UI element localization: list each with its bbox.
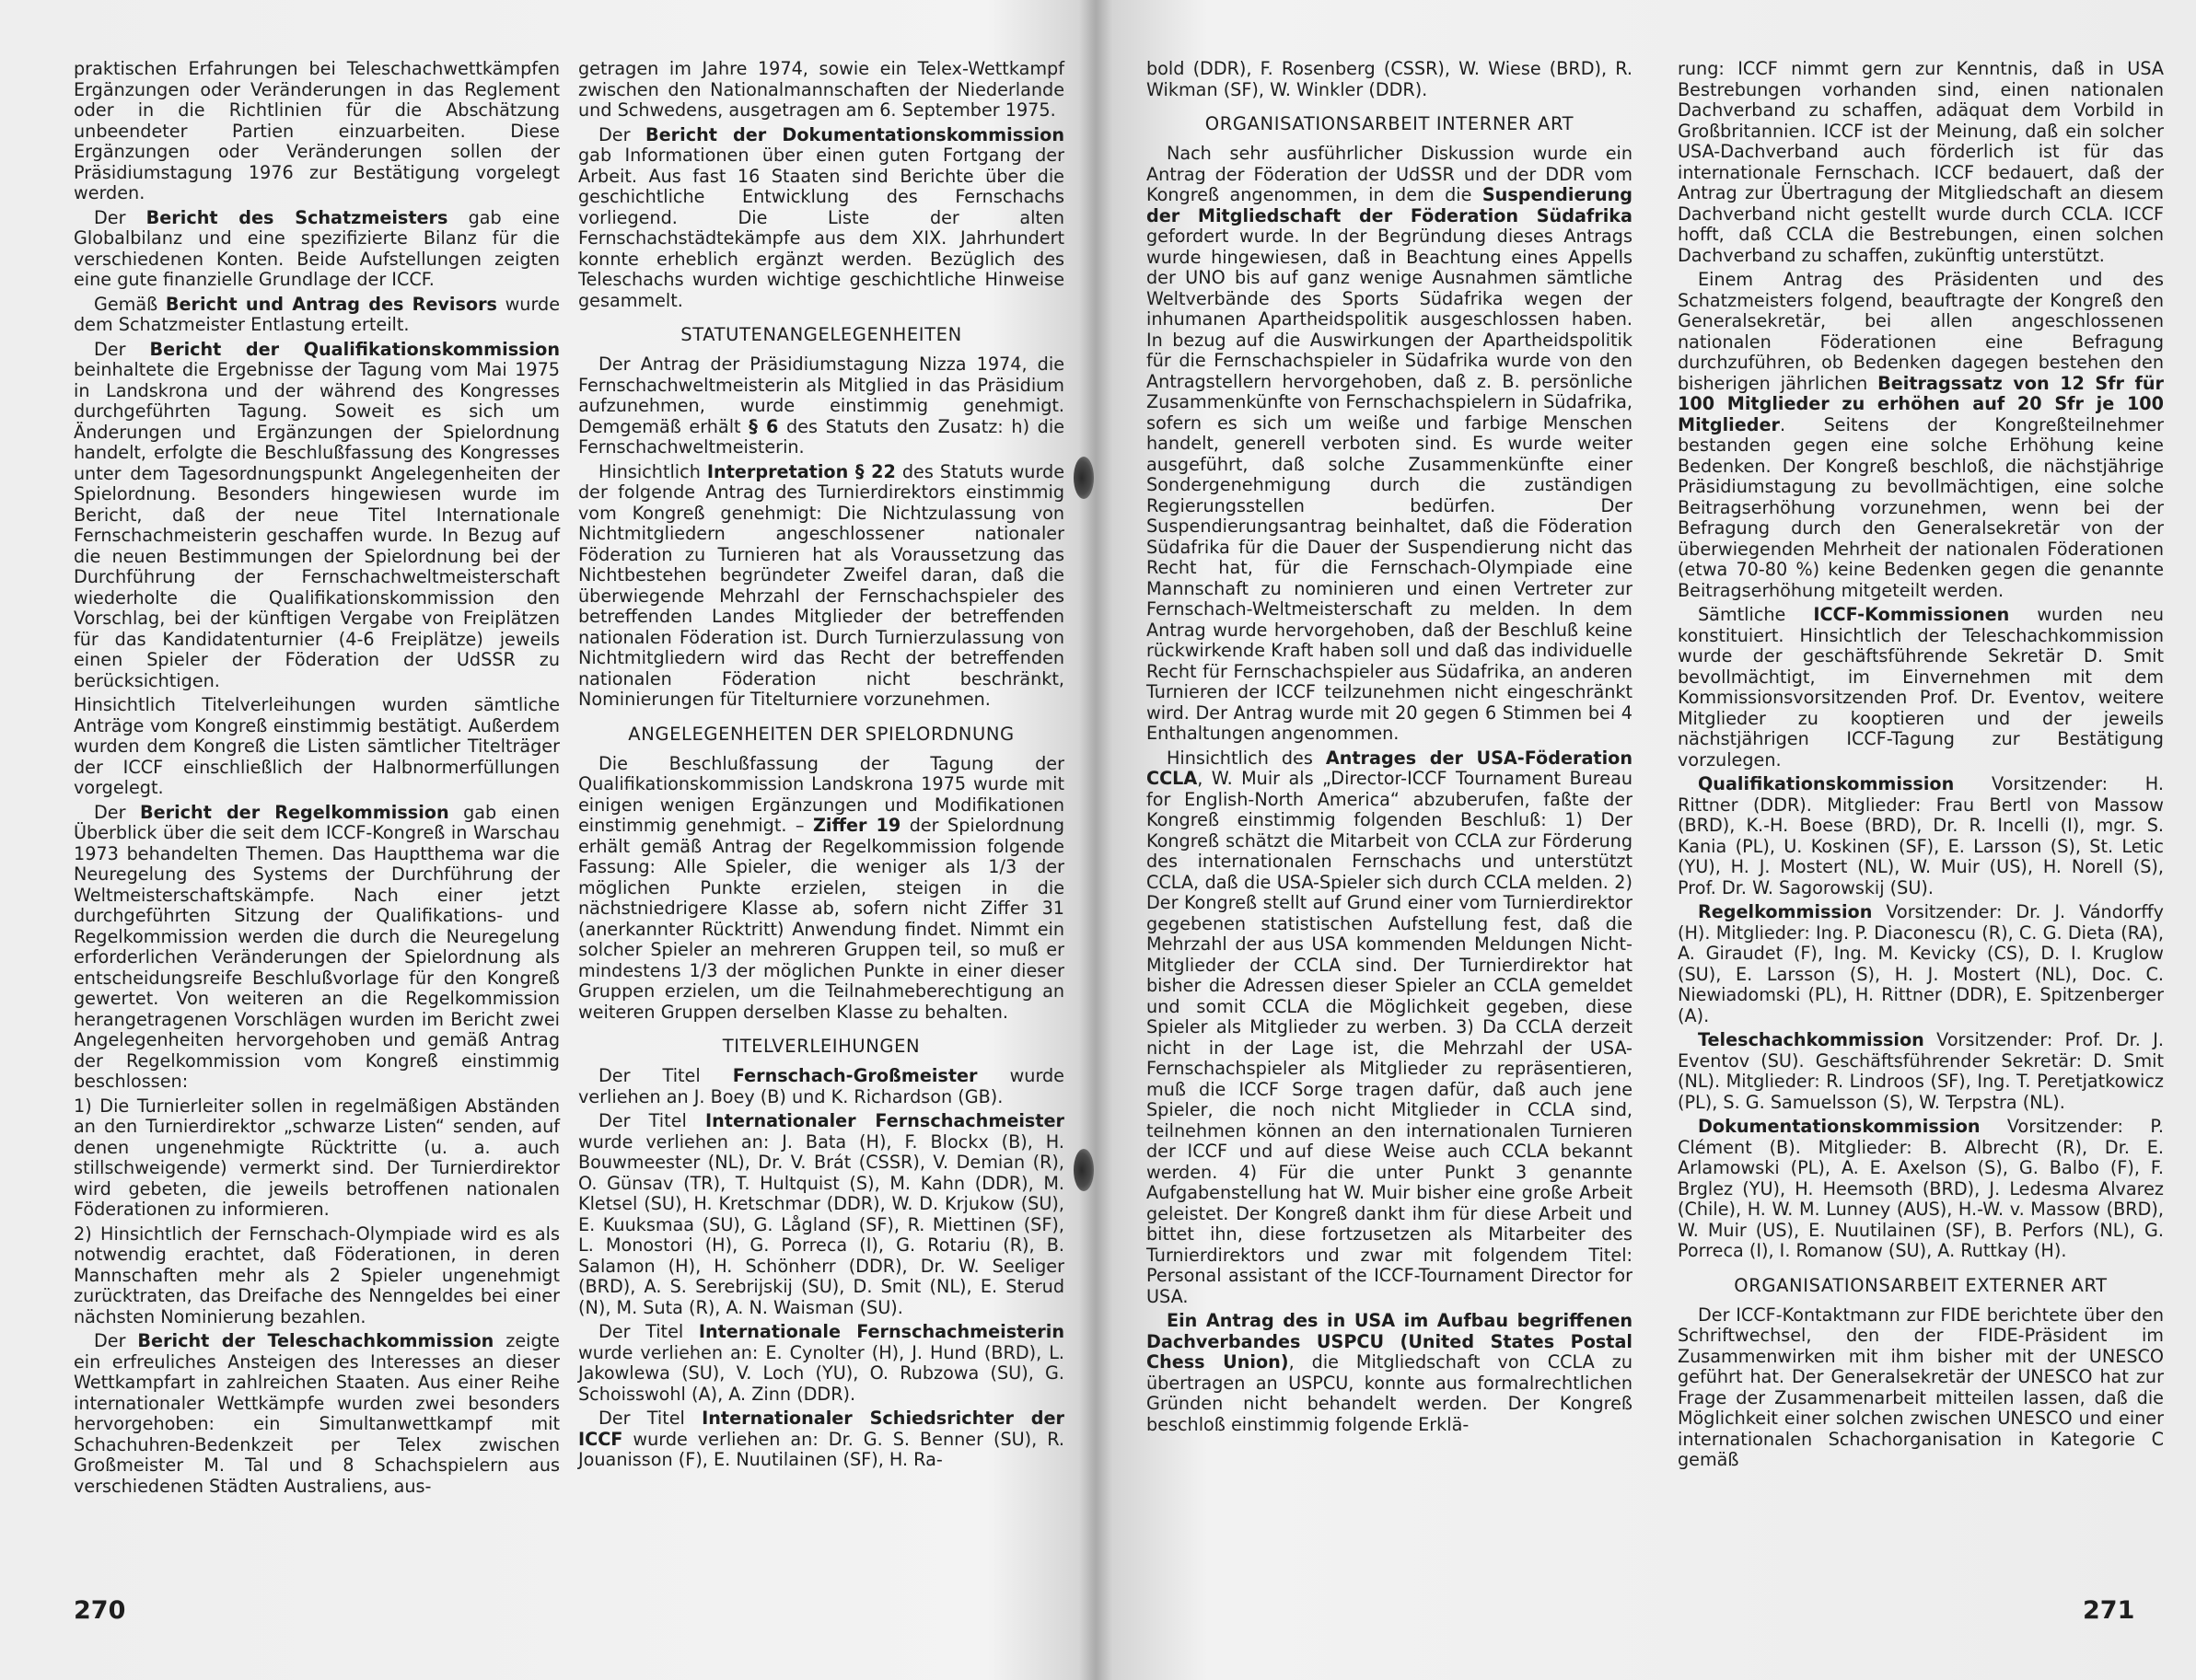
paragraph: Der Bericht der Teleschachkommission zeigte ein erfreuliches Ansteigen des Interesses an dieser Wettkampfart in zahlreichen Staaten. Aus einer Reihe internationaler Wettkämpfe wurden zwei besonders hervorgehoben: ein Simultanwettkampf mit Schachuhren-Bedenkzeit per Telex zwischen Großmeister M. Tal und 8 Schachspielern aus verschiedenen Städten Australiens, aus-	[74, 1330, 560, 1497]
paragraph: Der Bericht der Dokumentationskommission gab Informationen über einen guten Fortgang der Arbeit. Aus fast 16 Staaten sind Berichte über die geschichtliche Entwicklung des Fernschachs vorliegend. Die Liste der alten Fernschachstädtekämpfe aus dem XIX. Jahrhundert konnte erheblich ergänzt werden. Bezüglich des Teleschachs wurden wichtige geschichtliche Hinweise gesammelt.	[578, 123, 1064, 311]
bold-term: Regelkommission	[1698, 901, 1873, 922]
bold-term: Internationale Fernschachmeisterin	[698, 1321, 1064, 1342]
paragraph: Der Bericht der Regelkommission gab einen Überblick über die seit dem ICCF-Kongreß in Warschau 1973 behandelten Themen. Das Hauptthema war die Neuregelung des Systems der Durchführung der Weltmeisterschaftskämpfe. Nach einer jetzt durchgeführten Sitzung der Qualifikations- und Regelkommission werden die durch die Neuregelung erforderlichen Veränderungen der Spielordnung als entscheidungsreife Beschlußvorlage für den Kongreß gewertet. Von weiteren an die Regelkommission herangetragenen Vorschlägen wurden im Bericht zwei Angelegenheiten hervorgehoben und gemäß Antrag der Regelkommission vom Kongreß einstimmig beschlossen:	[74, 801, 560, 1092]
right-page-column-2	[1678, 59, 2164, 1475]
bold-term: Ein Antrag des in USA im Aufbau begriffenen Dachverbandes USPCU (United States Postal Chess Union)	[1146, 1310, 1632, 1373]
binding-hole-upper	[1074, 457, 1094, 499]
bold-term: Bericht der Qualifikationskommission	[149, 338, 560, 360]
section-heading: STATUTENANGELEGENHEITEN	[680, 324, 962, 345]
bold-term: Internationaler Fernschachmeister	[705, 1110, 1064, 1131]
paragraph: Nach sehr ausführlicher Diskussion wurde ein Antrag der Föderation der UdSSR und der DDR vom Kongreß angenommen, in dem die Suspendierung der Mitgliedschaft der Föderation Südafrika gefordert wurde. In der Begründung dieses Antrags wurde hingewiesen, daß in Beachtung eines Appells der UNO bis auf ganz wenige Ausnahmen sämtliche Weltverbände des Sports Südafrika wegen der inhumanen Apartheidspolitik ausgeschlossen haben. In bezug auf die Auswirkungen der Apartheidspolitik für die Fernschachspieler in Südafrika wurde von den Antragstellern hervorgehoben, daß z. B. persönliche Zusammenkünfte von Fernschachspielern in Südafrika, sofern es sich um weiße und farbige Menschen handelt, generell verboten sind. Es wurde weiter ausgeführt, daß solche Zusammenkünfte einer Sondergenehmigung durch die zuständigen Regierungsstellen bedürfen. Der Suspendierungsantrag beinhaltet, daß die Föderation Südafrika für die Dauer der Suspendierung nicht das Recht hat, für die Fernschach-Olympiade eine Mannschaft zu nominieren und einen Vertreter zur Fernschach-Weltmeisterschaft zu melden. In dem Antrag wurde hervorgehoben, daß der Beschluß keine rückwirkende Kraft haben soll und daß das individuelle Recht für Fernschachspieler aus Südafrika, an anderen Turnieren der ICCF teilzunehmen nicht eingeschränkt wird. Der Antrag wurde mit 20 gegen 6 Stimmen bei 4 Enthaltungen angenommen.	[1146, 143, 1632, 744]
left-page-column-2	[578, 59, 1064, 1475]
paragraph: 1) Die Turnierleiter sollen in regelmäßigen Abständen an den Turnierdirektor „schwarze Listen“ senden, auf denen ungenehmigte Rücktritte (u. a. auch stillschweigende) vermerkt sind. Der Turnierdirektor wird gebeten, die jeweils betroffenen nationalen Föderationen zu informieren.	[74, 1095, 560, 1220]
paragraph: Ein Antrag des in USA im Aufbau begriffenen Dachverbandes USPCU (United States Postal Chess Union), die Mitgliedschaft von CCLA zu übertragen an USPCU, konnte aus formalrechtlichen Gründen nicht behandelt werden. Der Kongreß beschloß einstimmig folgende Erklä-	[1146, 1310, 1632, 1435]
section-heading: ORGANISATIONSARBEIT INTERNER ART	[1204, 113, 1574, 134]
page-number-right: 271	[2083, 1596, 2135, 1625]
paragraph: Die Beschlußfassung der Tagung der Qualifikationskommission Landskrona 1975 wurde mit einigen wenigen Ergänzungen und Modifikationen einstimmig genehmigt. – Ziffer 19 der Spielordnung erhält gemäß Antrag der Regelkommission folgende Fassung: Alle Spieler, die weniger als 1/3 der möglichen Punkte erzielen, steigen in die nächstniedrigere Klasse ab, sofern nicht Ziffer 31 (anerkannter Rücktritt) Anwendung findet. Nimmt ein solcher Spieler an mehreren Gruppen teil, so muß er mindestens 1/3 der möglichen Punkte in einer dieser Gruppen erzielen, um die Teilnahmeberechtigung an weiteren Gruppen derselben Klasse zu behalten.	[578, 752, 1064, 1023]
bold-term: Internationaler Schiedsrichter der ICCF	[578, 1408, 1064, 1450]
paragraph: Der Titel Internationaler Schiedsrichter der ICCF wurde verliehen an: Dr. G. S. Benner (SU), R. Jouanisson (F), E. Nuutilainen (SF), H. Ra-	[578, 1408, 1064, 1470]
bold-term: Bericht der Teleschachkommission	[137, 1330, 494, 1351]
paragraph: rung: ICCF nimmt gern zur Kenntnis, daß in USA Bestrebungen vorhanden sind, einen nationalen Dachverband zu schaffen, adäquat dem Vorbild in Großbritannien. ICCF ist der Meinung, daß ein solcher USA-Dachverband auch förderlich ist für das internationale Fernschach. ICCF bedauert, daß der Antrag zur Übertragung der Mitgliedschaft an diesem Dachverband nicht gestellt wurde durch CCLA. ICCF hofft, daß CCLA die Bestrebungen, einen solchen Dachverband zu schaffen, zukünftig unterstützt.	[1678, 58, 2164, 266]
paragraph: Regelkommission Vorsitzender: Dr. J. Vándorffy (H). Mitglieder: Ing. P. Diaconescu (R), C. G. Dieta (RA), A. Giraudet (F), Ing. M. Kevicky (CS), D. I. Kruglow (SU), E. Larsson (S), H. J. Mostert (NL), Doc. C. Niewiadomski (PL), H. Rittner (DDR), E. Spitzenberger (A).	[1678, 901, 2164, 1026]
bold-term: Interpretation § 22	[706, 460, 896, 482]
bold-term: Suspendierung der Mitgliedschaft der Föderation Südafrika	[1146, 184, 1632, 226]
paragraph: Hinsichtlich des Antrages der USA-Föderation CCLA, W. Muir als „Director-ICCF Tournament Bureau for English-North America“ abzuberufen, faßte der Kongreß einstimmig folgenden Beschluß: 1) Der Kongreß schätzt die Mitarbeit von CCLA zur Förderung des internationalen Fernschachs und unterstützt CCLA, daß die USA-Spieler sich durch CCLA melden. 2) Der Kongreß stellt auf Grund einer vom Turnierdirektor gegebenen statistischen Aufstellung fest, daß die Mehrzahl der aus USA kommenden Meldungen Nicht-Mitglieder der CCLA sind. Der Turnierdirektor hat bisher die Adressen dieser Spieler an CCLA gemeldet und somit CCLA die Möglichkeit gegeben, diese Spieler als Mitglieder zu werben. 3) Da CCLA derzeit nicht in der Lage ist, die Mehrzahl der USA-Fernschachspieler als Mitglieder zu repräsentieren, muß die ICCF Sorge tragen dafür, daß auch jene Spieler, die noch nicht Mitglieder in CCLA sind, teilnehmen können an den internationalen Turnieren der ICCF und auf diese Weise auch CCLA bekannt werden. 4) Für die unter Punkt 3 genannte Aufgabenstellung hat W. Muir bisher eine große Arbeit geleistet. Der Kongreß dankt ihm für diese Arbeit und bittet ihn, diese fortzusetzen als Mitarbeiter des Turnierdirektors und zwar mit folgendem Titel: Personal assistant of the ICCF-Tournament Director for USA.	[1146, 747, 1632, 1307]
bold-term: Fernschach-Großmeister	[732, 1065, 978, 1086]
paragraph: Sämtliche ICCF-Kommissionen wurden neu konstituiert. Hinsichtlich der Teleschachkommission wurde der geschäftsführende Sekretär D. Smit bevollmächtigt, im Einvernehmen mit dem Kommissionsvorsitzenden Prof. Dr. Eventov, weitere Mitglieder zu kooptieren und der jeweils nächstjährigen ICCF-Tagung zur Bestätigung vorzulegen.	[1678, 604, 2164, 770]
paragraph: Der Titel Fernschach-Großmeister wurde verliehen an J. Boey (B) und K. Richardson (GB).	[578, 1065, 1064, 1107]
section-heading: ANGELEGENHEITEN DER SPIELORDNUNG	[628, 723, 1015, 745]
paragraph: Der ICCF-Kontaktmann zur FIDE berichtete über den Schriftwechsel, den der FIDE-Präsident im Zusammenwirken mit ihm bisher mit der UNESCO geführt hat. Der Generalsekretär der UNESCO hat zur Frage der Zusammenarbeit mitteilen lassen, daß die Möglichkeit einer solchen zwischen UNESCO und einer internationalen Schachorganisation in Kategorie C gemäß	[1678, 1303, 2164, 1470]
paragraph: Hinsichtlich Titelverleihungen wurden sämtliche Anträge vom Kongreß einstimmig bestätigt. Außerdem wurden dem Kongreß die Listen sämtlicher Titelträger der ICCF einschließlich der Halbnormerfüllungen vorgelegt.	[74, 694, 560, 798]
paragraph: Gemäß Bericht und Antrag des Revisors wurde dem Schatzmeister Entlastung erteilt.	[74, 293, 561, 335]
bold-term: Qualifikationskommission	[1698, 773, 1955, 794]
section-heading: TITELVERLEIHUNGEN	[722, 1036, 921, 1057]
paragraph: Der Bericht der Qualifikationskommission beinhaltete die Ergebnisse der Tagung vom Mai 1975 in Landskrona und der während des Kongresses durchgeführten Tagung. Soweit es sich um Änderungen und Ergänzungen der Spielordnung handelt, erfolgte die Beschlußfassung des Kongresses unter dem Tagesordnungspunkt Angelegenheiten der Spielordnung. Besonders hingewiesen wurde im Bericht, daß der neue Titel Internationale Fernschachmeisterin geschaffen wurde. In Bezug auf die neuen Bestimmungen der Spielordnung bei der Durchführung der Fernschachweltmeisterschaft wiederholte die Qualifikationskommission den Vorschlag, bei der künftigen Vergabe von Freiplätzen für das Kandidatenturnier (4-6 Freiplätze) jeweils einen Spieler der Föderation der UdSSR zu berücksichtigen.	[74, 338, 560, 691]
paragraph: bold (DDR), F. Rosenberg (CSSR), W. Wiese (BRD), R. Wikman (SF), W. Winkler (DDR).	[1146, 58, 1632, 100]
bold-term: Beitragssatz von 12 Sfr für 100 Mitglieder zu erhöhen auf 20 Sfr je 100 Mitglieder	[1678, 372, 2164, 435]
bold-term: Dokumentationskommission	[1698, 1116, 1981, 1137]
page-number-left: 270	[74, 1596, 126, 1625]
bold-term: Antrages der USA-Föderation CCLA	[1146, 747, 1632, 789]
binding-hole-lower	[1074, 1149, 1094, 1191]
bold-term: Teleschachkommission	[1698, 1029, 1924, 1050]
bold-term: Bericht der Dokumentationskommission	[645, 123, 1064, 145]
paragraph: Hinsichtlich Interpretation § 22 des Statuts wurde der folgende Antrag des Turnierdirektors einstimmig vom Kongreß genehmigt: Die Nichtzulassung von Nichtmitgliedern angeschlossener nationaler Föderation zu Turnieren hat als Voraussetzung das Nichtbestehen begründeter Zweifel daran, daß die überwiegende Mehrzahl der Fernschachspieler des betreffenden Landes Mitglieder der betreffenden nationalen Föderation ist. Durch Turnierzulassung von Nichtmitgliedern wird das Recht der betreffenden nationalen Föderation nicht beschränkt, Nominierungen für Titelturniere vorzunehmen.	[578, 460, 1064, 710]
bold-term: Bericht und Antrag des Revisors	[165, 293, 497, 315]
section-heading: ORGANISATIONSARBEIT EXTERNER ART	[1734, 1274, 2108, 1296]
paragraph: Einem Antrag des Präsidenten und des Schatzmeisters folgend, beauftragte der Kongreß den Generalsekretär, bei allen angeschlossenen nationalen Föderationen eine Befragung durchzuführen, ob Bedenken dagegen bestehen den bisherigen jährlichen Beitragssatz von 12 Sfr für 100 Mitglieder zu erhöhen auf 20 Sfr je 100 Mitglieder. Seitens der Kongreßteilnehmer bestanden gegen eine solche Erhöhung keine Bedenken. Der Kongreß beschloß, die nächstjährige Präsidiumstagung zu bevollmächtigen, eine solche Beitragserhöhung vorzunehmen, wenn bei der Befragung durch den Generalsekretär von der überwiegenden Mehrheit der nationalen Föderationen (etwa 70-80 %) keine Bedenken gegen die genannte Beitragserhöhung mitgeteilt werden.	[1678, 269, 2164, 601]
paragraph: praktischen Erfahrungen bei Teleschachwettkämpfen Ergänzungen oder Veränderungen in das Reglement oder in die Richtlinien für die Abschätzung unbeendeter Partien einzuarbeiten. Diese Ergänzungen oder Veränderungen sollen der Präsidiumstagung 1976 zur Bestätigung vorgelegt werden.	[74, 58, 560, 203]
bold-term: ICCF-Kommissionen	[1813, 604, 2010, 625]
paragraph: Teleschachkommission Vorsitzender: Prof. Dr. J. Eventov (SU). Geschäftsführender Sekretär: D. Smit (NL). Mitglieder: R. Lindroos (SF), Ing. T. Peretjatkowicz (PL), S. G. Samuelsson (S), W. Terpstra (NL).	[1678, 1029, 2164, 1113]
left-page-column-1	[74, 59, 560, 1500]
paragraph: Der Antrag der Präsidiumstagung Nizza 1974, die Fernschachweltmeisterin als Mitglied in das Präsidium aufzunehmen, wurde einstimmig genehmigt. Demgemäß erhält § 6 des Statuts den Zusatz: h) die Fernschachweltmeisterin.	[578, 353, 1064, 458]
paragraph: Der Bericht des Schatzmeisters gab eine Globalbilanz und eine spezifizierte Bilanz für die verschiedenen Konten. Beide Aufstellungen zeigten eine gute finanzielle Grundlage der ICCF.	[74, 206, 560, 290]
paragraph: Dokumentationskommission Vorsitzender: P. Clément (B). Mitglieder: B. Albrecht (R), Dr. E. Arlamowski (PL), A. E. Axelson (S), G. Balbo (F), F. Brglez (YU), H. Heemsoth (BRD), J. Ledesma Alvarez (Chile), H. W. M. Lunney (AUS), H.-W. v. Massow (BRD), W. Muir (US), E. Nuutilainen (SF), B. Perfors (NL), G. Porreca (I), I. Romanow (SU), A. Ruttkay (H).	[1678, 1116, 2164, 1261]
book-gutter	[1079, 0, 1112, 1680]
paragraph: Der Titel Internationale Fernschachmeisterin wurde verliehen an: E. Cynolter (H), J. Hund (BRD), L. Jakowlewa (SU), V. Loch (YU), O. Rubzowa (SU), G. Schoisswohl (A), A. Zinn (DDR).	[578, 1321, 1064, 1405]
paragraph: 2) Hinsichtlich der Fernschach-Olympiade wird es als notwendig erachtet, daß Föderationen, in deren Mannschaften mehr als 2 Spieler ungenehmigt zurücktraten, das Dreifache des Nenngeldes bei einer nächsten Nominierung bezahlen.	[74, 1222, 560, 1327]
right-page-column-1	[1146, 59, 1632, 1439]
bold-term: Bericht der Regelkommission	[139, 801, 449, 823]
paragraph: Der Titel Internationaler Fernschachmeister wurde verliehen an: J. Bata (H), F. Blockx (B), H. Bouwmeester (NL), Dr. V. Brát (CSSR), V. Demian (R), O. Günsav (TR), T. Hultquist (S), M. Kahn (DDR), M. Kletsel (SU), H. Kretschmar (DDR), W. D. Krjukow (SU), E. Kuuksmaa (SU), G. Lågland (SF), R. Miettinen (SF), L. Monostori (H), G. Porreca (I), G. Rotariu (R), B. Salamon (H), H. Schönherr (DDR), Dr. W. Seeliger (BRD), A. S. Serebrijskij (SU), D. Smit (NL), E. Sterud (N), M. Suta (R), A. N. Waisman (SU).	[578, 1110, 1064, 1318]
paragraph: getragen im Jahre 1974, sowie ein Telex-Wettkampf zwischen den Nationalmannschaften der Niederlande und Schwedens, ausgetragen am 6. September 1975.	[578, 58, 1064, 121]
bold-term: Bericht des Schatzmeisters	[145, 206, 448, 228]
paragraph: Qualifikationskommission Vorsitzender: H. Rittner (DDR). Mitglieder: Frau Bertl von Massow (BRD), K.-H. Boese (BRD), Dr. R. Incelli (I), mgr. S. Kania (PL), U. Koskinen (SF), E. Larsson (S), St. Letic (YU), H. J. Mostert (NL), W. Muir (US), H. Norell (S), Prof. Dr. W. Sagorowskij (SU).	[1678, 773, 2164, 898]
bold-term: Ziffer 19	[812, 815, 901, 836]
bold-term: § 6	[749, 415, 779, 437]
